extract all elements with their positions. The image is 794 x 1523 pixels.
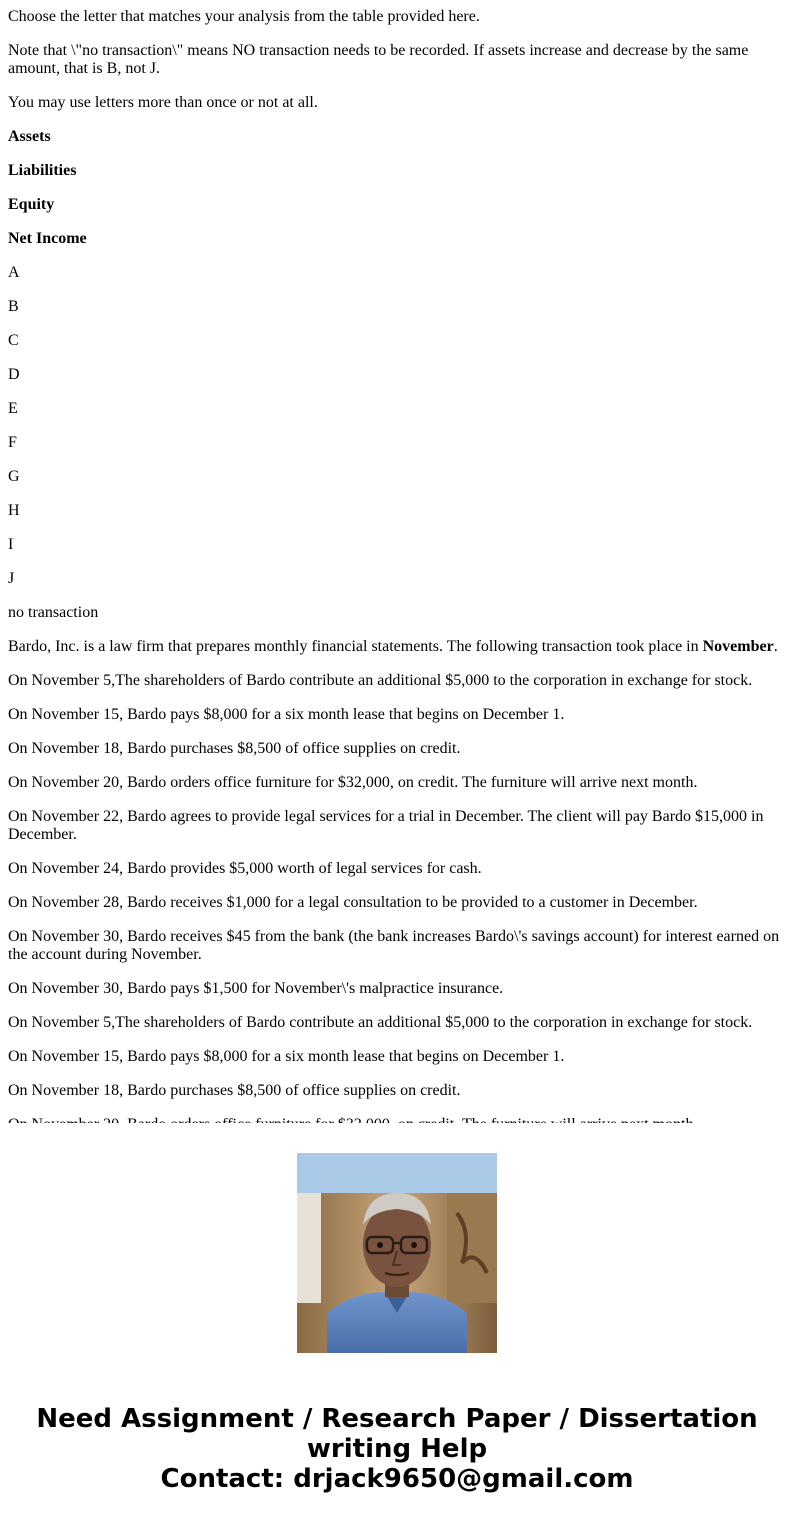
- letter-option: G: [8, 468, 20, 485]
- promo-footer: [0, 1123, 794, 1523]
- promo-contact: Contact: drjack9650@gmail.com: [160, 1464, 634, 1494]
- transaction-item: On November 30, Bardo receives $45 from the bank (the bank increases Bardo\'s savings account) for interest earned on the account during November.: [8, 928, 780, 963]
- transaction-item: On November 18, Bardo purchases $8,500 of office supplies on credit.: [8, 1082, 461, 1099]
- promo-line-1: Need Assignment / Research Paper / Dissertation: [36, 1404, 758, 1434]
- transaction-item: On November 5,The shareholders of Bardo contribute an additional $5,000 to the corporation in exchange for stock.: [8, 672, 753, 689]
- intro-text: Choose the letter that matches your analysis from the table provided here.: [8, 8, 480, 25]
- transaction-item: On November 5,The shareholders of Bardo contribute an additional $5,000 to the corporation in exchange for stock.: [8, 1014, 753, 1031]
- transaction-item: On November 30, Bardo pays $1,500 for November\'s malpractice insurance.: [8, 980, 504, 997]
- no-transaction-option: no transaction: [8, 604, 99, 621]
- reuse-text: You may use letters more than once or not at all.: [8, 94, 318, 111]
- letter-option: I: [8, 536, 14, 553]
- letter-option: J: [8, 570, 15, 587]
- promo-text: [0, 1404, 794, 1494]
- letter-option: D: [8, 366, 20, 383]
- transaction-item: On November 22, Bardo agrees to provide legal services for a trial in December. The client will pay Bardo $15,000 in December.: [8, 808, 764, 843]
- letter-option: H: [8, 502, 20, 519]
- scenario-month: November: [702, 638, 774, 655]
- promo-line-2: writing Help: [306, 1434, 488, 1464]
- letter-option: C: [8, 332, 19, 349]
- scenario-text-after: .: [773, 638, 778, 655]
- scenario-text: [8, 638, 786, 656]
- note-text: Note that \"no transaction\" means NO transaction needs to be recorded. If assets increase and decrease by the same amount, that is B, not J.: [8, 42, 749, 77]
- header-assets: Assets: [8, 128, 51, 145]
- transaction-item: On November 18, Bardo purchases $8,500 of office supplies on credit.: [8, 740, 461, 757]
- header-net-income: Net Income: [8, 230, 87, 247]
- letter-option: F: [8, 434, 17, 451]
- letter-option: B: [8, 298, 19, 315]
- letter-option: E: [8, 400, 18, 417]
- scenario-text-before: Bardo, Inc. is a law firm that prepares monthly financial statements. The following transaction took place in: [8, 638, 703, 655]
- transaction-item: On November 20, Bardo orders office furniture for $32,000, on credit. The furniture will arrive next month.: [8, 774, 698, 791]
- letter-option: A: [8, 264, 20, 281]
- header-equity: Equity: [8, 196, 55, 213]
- header-liabilities: Liabilities: [8, 162, 77, 179]
- transaction-item: On November 28, Bardo receives $1,000 for a legal consultation to be provided to a customer in December.: [8, 894, 698, 911]
- author-avatar: [297, 1153, 497, 1353]
- transaction-item: On November 15, Bardo pays $8,000 for a six month lease that begins on December 1.: [8, 706, 565, 723]
- transaction-item: On November 15, Bardo pays $8,000 for a six month lease that begins on December 1.: [8, 1048, 565, 1065]
- transaction-item: On November 24, Bardo provides $5,000 worth of legal services for cash.: [8, 860, 482, 877]
